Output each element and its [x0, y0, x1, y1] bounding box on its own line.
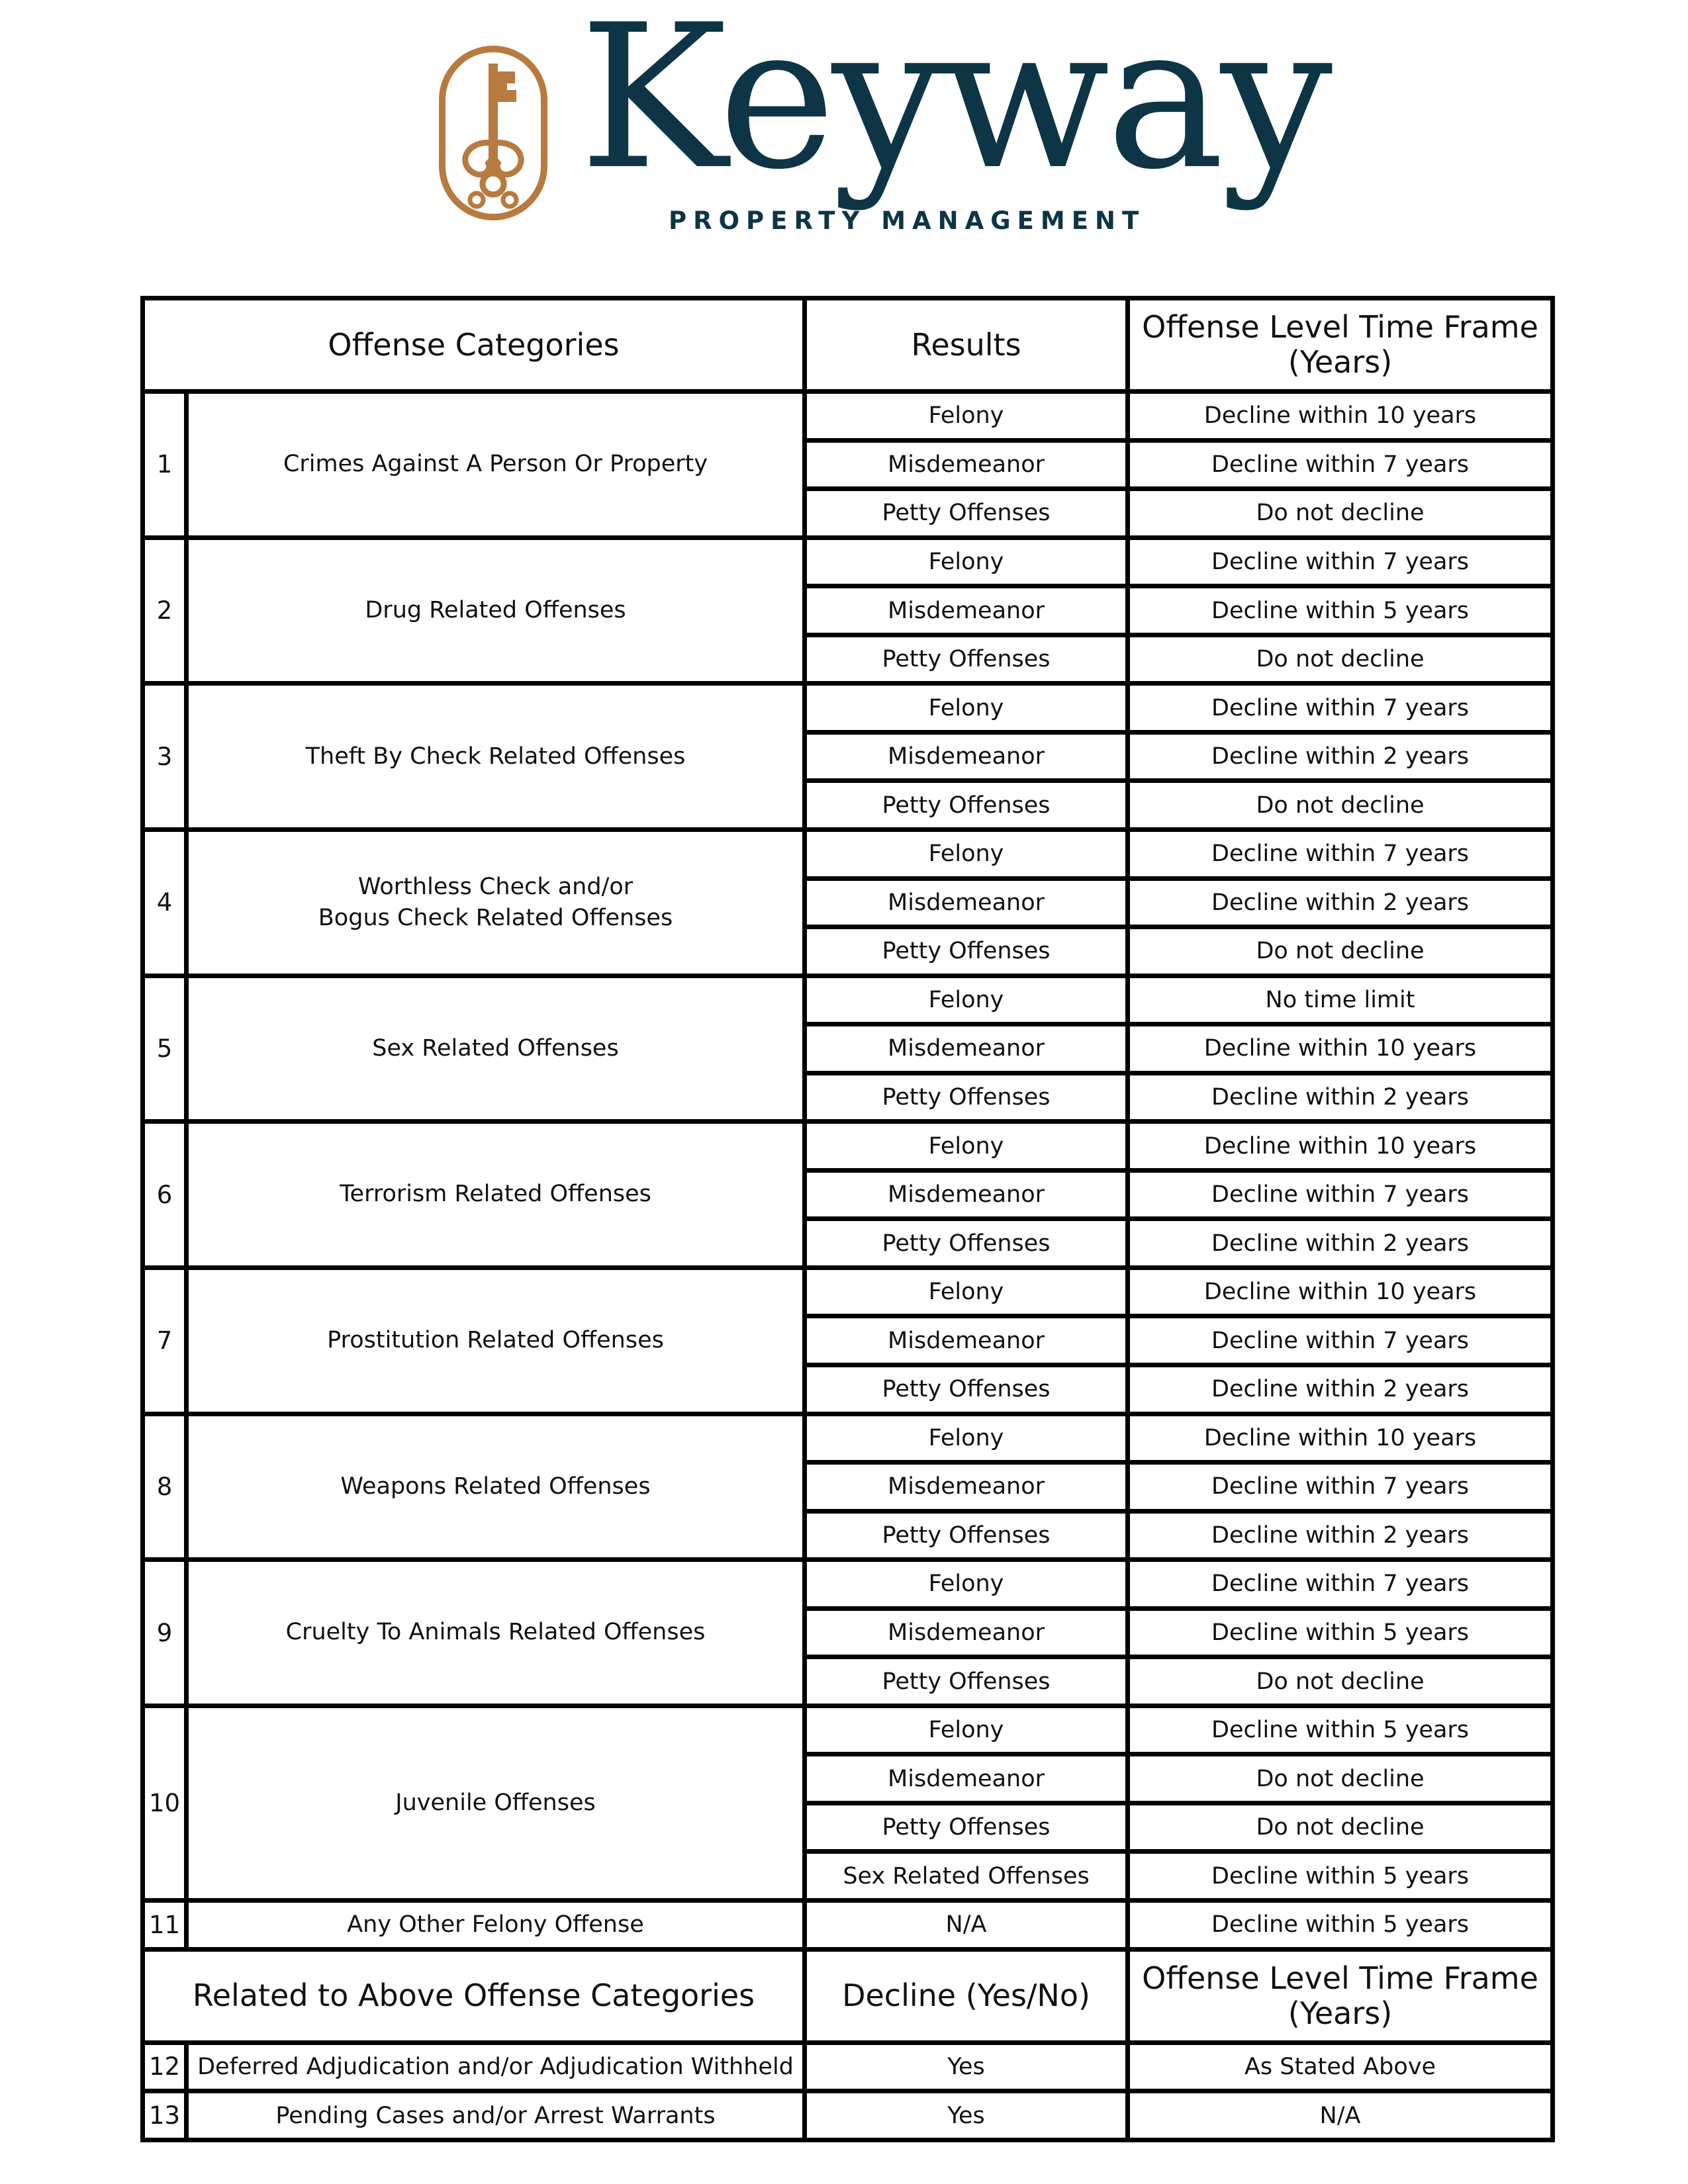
result-cell: Felony — [805, 1706, 1128, 1754]
result-cell: Felony — [805, 829, 1128, 878]
result-cell: Petty Offenses — [805, 1365, 1128, 1414]
related-decline: Yes — [805, 2091, 1128, 2140]
category-name — [187, 1560, 805, 1706]
category-name-line1: Prostitution Related Offenses — [327, 1327, 664, 1354]
table-row — [143, 1414, 1553, 1463]
result-cell: Misdemeanor — [805, 1463, 1128, 1512]
related-name: Deferred Adjudication and/or Adjudication Withheld — [187, 2042, 805, 2091]
category-name-line1: Juvenile Offenses — [395, 1789, 596, 1816]
timeframe-cell: Decline within 7 years — [1128, 1560, 1553, 1609]
category-name — [187, 1267, 805, 1414]
result-cell: Petty Offenses — [805, 927, 1128, 976]
timeframe-cell: Decline within 5 years — [1128, 1901, 1553, 1950]
category-number: 1 — [143, 392, 187, 538]
result-cell: Misdemeanor — [805, 732, 1128, 781]
brand-name: Keyway — [579, 0, 1329, 213]
result-cell: Petty Offenses — [805, 1657, 1128, 1706]
table-row — [143, 392, 1553, 441]
timeframe-cell: Decline within 10 years — [1128, 1122, 1553, 1171]
result-cell: Felony — [805, 537, 1128, 586]
table-row — [143, 1122, 1553, 1171]
header2-timeframe-line2: (Years) — [1288, 1995, 1393, 2031]
header-results: Results — [805, 298, 1128, 392]
header-related-categories: Related to Above Offense Categories — [143, 1949, 805, 2042]
table-row — [143, 1706, 1553, 1754]
result-cell: Felony — [805, 392, 1128, 441]
related-header-row — [143, 1949, 1553, 2042]
timeframe-cell: Decline within 2 years — [1128, 878, 1553, 927]
category-number: 5 — [143, 976, 187, 1122]
timeframe-cell: Do not decline — [1128, 1803, 1553, 1852]
result-cell: Petty Offenses — [805, 1511, 1128, 1560]
timeframe-cell: Decline within 7 years — [1128, 537, 1553, 586]
result-cell: N/A — [805, 1901, 1128, 1950]
category-name — [187, 1901, 805, 1950]
category-name — [187, 684, 805, 830]
result-cell: Petty Offenses — [805, 1803, 1128, 1852]
result-cell: Petty Offenses — [805, 1219, 1128, 1268]
timeframe-cell: Decline within 7 years — [1128, 440, 1553, 489]
related-number: 12 — [143, 2042, 187, 2091]
header-timeframe-line1: Offense Level Time Frame — [1142, 309, 1538, 345]
header-timeframe-line2: (Years) — [1288, 344, 1393, 381]
category-name-line2: Bogus Check Related Offenses — [318, 904, 673, 931]
result-cell: Felony — [805, 976, 1128, 1024]
timeframe-cell: Decline within 2 years — [1128, 732, 1553, 781]
table-row — [143, 684, 1553, 733]
result-cell: Misdemeanor — [805, 586, 1128, 635]
result-cell: Felony — [805, 1414, 1128, 1463]
category-number: 9 — [143, 1560, 187, 1706]
result-cell: Felony — [805, 684, 1128, 733]
category-number: 3 — [143, 684, 187, 830]
offense-table-body — [143, 298, 1553, 2140]
timeframe-cell: Decline within 10 years — [1128, 1024, 1553, 1073]
header-offense-categories: Offense Categories — [143, 298, 805, 392]
result-cell: Misdemeanor — [805, 878, 1128, 927]
timeframe-cell: Do not decline — [1128, 781, 1553, 830]
company-logo — [437, 0, 1329, 265]
timeframe-cell: Do not decline — [1128, 1754, 1553, 1803]
timeframe-cell: Decline within 5 years — [1128, 1706, 1553, 1754]
category-name-line1: Crimes Against A Person Or Property — [283, 451, 708, 478]
timeframe-cell: Decline within 5 years — [1128, 1608, 1553, 1657]
related-row — [143, 2091, 1553, 2140]
category-name-line1: Terrorism Related Offenses — [340, 1181, 651, 1208]
category-name-line1: Sex Related Offenses — [372, 1034, 619, 1062]
result-cell: Misdemeanor — [805, 1608, 1128, 1657]
category-number: 8 — [143, 1414, 187, 1560]
timeframe-cell: Decline within 2 years — [1128, 1365, 1553, 1414]
timeframe-cell: Decline within 7 years — [1128, 829, 1553, 878]
header2-timeframe-line1: Offense Level Time Frame — [1142, 1960, 1538, 1996]
result-cell: Petty Offenses — [805, 781, 1128, 830]
result-cell: Petty Offenses — [805, 1073, 1128, 1122]
timeframe-cell: Decline within 2 years — [1128, 1511, 1553, 1560]
related-decline: Yes — [805, 2042, 1128, 2091]
category-name-line1: Worthless Check and/or — [357, 873, 633, 900]
timeframe-cell: Decline within 10 years — [1128, 1414, 1553, 1463]
timeframe-cell: Do not decline — [1128, 927, 1553, 976]
table-row — [143, 1901, 1553, 1950]
category-name — [187, 392, 805, 538]
category-name-line1: Theft By Check Related Offenses — [305, 743, 686, 770]
timeframe-cell: Decline within 10 years — [1128, 1267, 1553, 1316]
result-cell: Misdemeanor — [805, 1754, 1128, 1803]
timeframe-cell: Decline within 5 years — [1128, 1852, 1553, 1901]
category-name — [187, 1414, 805, 1560]
table-row — [143, 829, 1553, 878]
related-row — [143, 2042, 1553, 2091]
header-decline: Decline (Yes/No) — [805, 1949, 1128, 2042]
header2-timeframe — [1128, 1949, 1553, 2042]
timeframe-cell: Decline within 10 years — [1128, 392, 1553, 441]
key-emblem-icon — [437, 44, 549, 222]
category-number: 2 — [143, 537, 187, 684]
timeframe-cell: Do not decline — [1128, 1657, 1553, 1706]
result-cell: Misdemeanor — [805, 1170, 1128, 1219]
timeframe-cell: Decline within 2 years — [1128, 1219, 1553, 1268]
header-timeframe — [1128, 298, 1553, 392]
timeframe-cell: Decline within 7 years — [1128, 1316, 1553, 1365]
timeframe-cell: Decline within 7 years — [1128, 684, 1553, 733]
category-name-line1: Cruelty To Animals Related Offenses — [285, 1619, 706, 1646]
offense-table — [140, 296, 1555, 2142]
result-cell: Felony — [805, 1122, 1128, 1171]
table-row — [143, 1267, 1553, 1316]
result-cell: Felony — [805, 1267, 1128, 1316]
timeframe-cell: Do not decline — [1128, 635, 1553, 684]
table-row — [143, 976, 1553, 1024]
result-cell: Petty Offenses — [805, 635, 1128, 684]
category-name-line1: Any Other Felony Offense — [347, 1911, 644, 1938]
related-number: 13 — [143, 2091, 187, 2140]
category-number: 6 — [143, 1122, 187, 1268]
related-timeframe: N/A — [1128, 2091, 1553, 2140]
brand-tagline: PROPERTY MANAGEMENT — [669, 206, 1146, 235]
timeframe-cell: Decline within 7 years — [1128, 1463, 1553, 1512]
table-row — [143, 1560, 1553, 1609]
category-number: 4 — [143, 829, 187, 976]
result-cell: Petty Offenses — [805, 489, 1128, 538]
result-cell: Misdemeanor — [805, 1024, 1128, 1073]
category-number: 11 — [143, 1901, 187, 1950]
table-header-row — [143, 298, 1553, 392]
category-name — [187, 1122, 805, 1268]
timeframe-cell: Do not decline — [1128, 489, 1553, 538]
result-cell: Misdemeanor — [805, 1316, 1128, 1365]
timeframe-cell: Decline within 2 years — [1128, 1073, 1553, 1122]
result-cell: Misdemeanor — [805, 440, 1128, 489]
related-name: Pending Cases and/or Arrest Warrants — [187, 2091, 805, 2140]
timeframe-cell: No time limit — [1128, 976, 1553, 1024]
category-name-line1: Drug Related Offenses — [365, 596, 626, 623]
category-name — [187, 537, 805, 684]
category-name — [187, 1706, 805, 1900]
category-number: 10 — [143, 1706, 187, 1900]
result-cell: Sex Related Offenses — [805, 1852, 1128, 1901]
timeframe-cell: Decline within 5 years — [1128, 586, 1553, 635]
category-number: 7 — [143, 1267, 187, 1414]
timeframe-cell: Decline within 7 years — [1128, 1170, 1553, 1219]
category-name — [187, 976, 805, 1122]
related-timeframe: As Stated Above — [1128, 2042, 1553, 2091]
category-name-line1: Weapons Related Offenses — [340, 1473, 651, 1500]
category-name — [187, 829, 805, 976]
table-row — [143, 537, 1553, 586]
result-cell: Felony — [805, 1560, 1128, 1609]
